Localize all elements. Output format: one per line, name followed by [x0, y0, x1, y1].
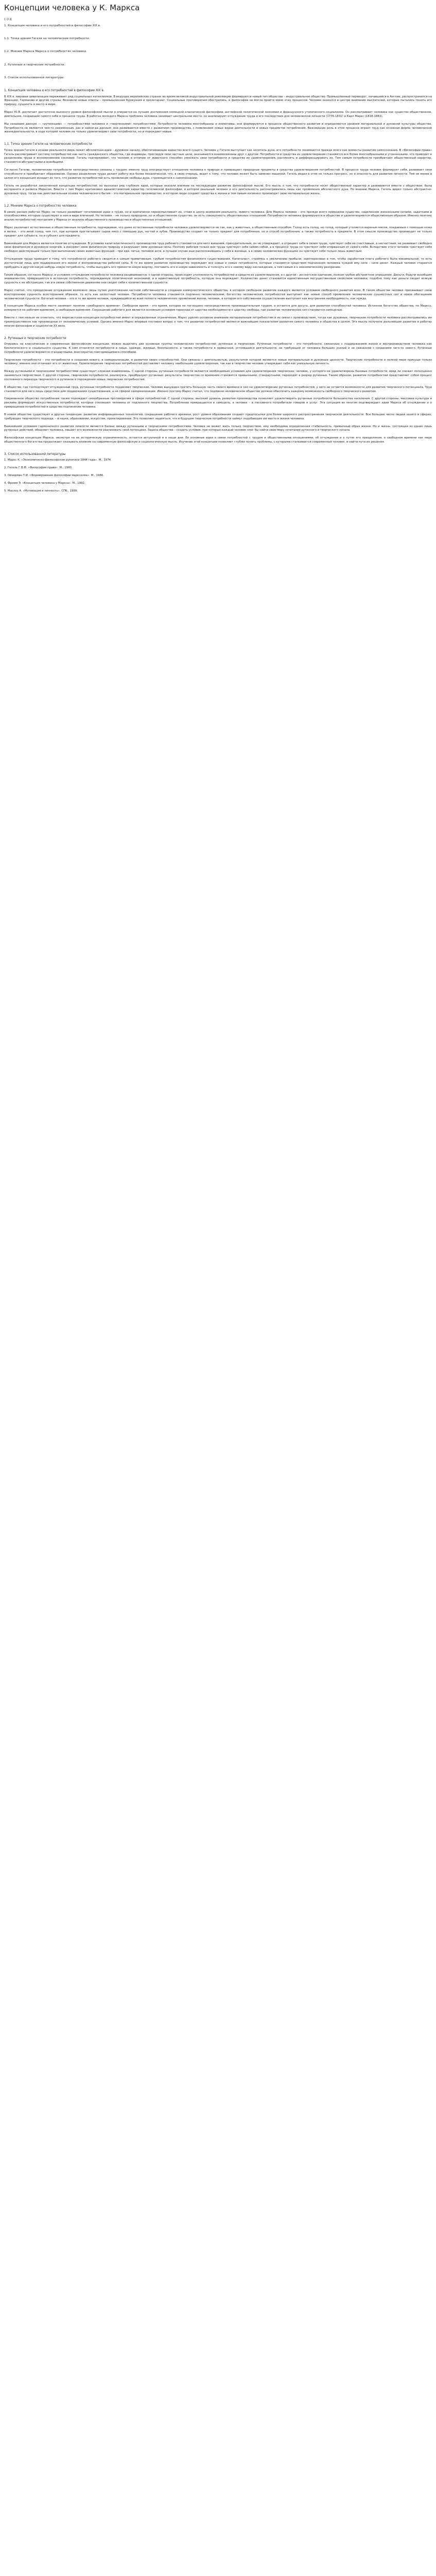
paragraph: Важнейшим для Маркса является понятие отчуждения. В условиях капиталистического производства труд рабочего становится для него внешним, принудительным, он не утверждает, а отрицает себя в своем труде, чувствует себя не счастливым, а несчастным, не развивает свободно свою физическую и духовную энергию, а изнуряет свою физическую природу и разрушает свои духовные силы. Поэтому рабочий только вне труда чувствует себя самим собой, а в процессе труда он чувствует себя оторванным от самого себя. Вследствие этого человек чувствует себя свободно действующим только при выполнении своих животных функций – при еде, питье, половом акте, в лучшем случае еще расположившись у себя в жилище, а в своих человеческих функциях он чувствует себя только лишь животным. — [4, 242, 432, 253]
document-section — [4, 337, 432, 445]
paragraph: Современное общество потребления также порождает своеобразные противоречия в сфере потребностей. С одной стороны, высокий уровень развития производства позволяет удовлетворить рутинные потребности большинства населения. С другой стороны, массовая культура и реклама формируют искусственные потребности, которые отвлекают человека от подлинного творчества. Потребление превращается в самоцель, а человек – в пассивного потребителя товаров и услуг. Эта ситуация во многом подтверждает идеи Маркса об отчуждении и о превращении потребностей в средство подчинения человека. — [4, 397, 432, 409]
toc-heading: С О Д — [4, 18, 12, 21]
document-title: Концепции человека у К. Маркса — [4, 3, 140, 12]
section-heading: 2. Рутинные и творческие потребности — [4, 336, 66, 340]
paragraph: Точка зрения Гегеля в основе реальности мира лежит абсолютная идея – духовное начало, обеспечивающее единство всего сущего. Человек у Гегеля выступает как носитель духа, его потребности понимаются прежде всего как моменты развития самосознания. В «Философии права» Гегель рассматривает систему потребностей как часть гражданского общества, где индивиды, преследуя свои частные цели, оказываются взаимосвязаны друг с другом. Потребности и средства их удовлетворения становятся все более многообразными и утонченными, что приводит к разделению труда и возникновению сословий. Гегель подчеркивает, что человек в отличие от животного способен умножать свои потребности и средства их удовлетворения, расчленять и дифференцировать их. Тем самым потребности приобретают общественный характер, становятся абстрактными и всеобщими. — [4, 148, 432, 164]
paragraph: В своих ранних работах Маркс не только развивает гегелевские идеи о труде, но и критически переосмысливает их, ставя в центр внимания реального, живого человека. Для Маркса человек – это прежде всего природное существо, наделенное жизненными силами, задатками и способностями, которые существуют в нем в виде влечений. Но человек – не только природное, но и общественное существо, он есть совокупность общественных отношений. Потребности человека формируются в обществе и удовлетворяются общественным образом. Именно поэтому анализ потребностей неотделим у Маркса от анализа общественного производства и общественных отношений. — [4, 210, 432, 222]
paragraph: Маркс Ю.В. достигает достаточно высокого уровня философской мысли и опирается на лучшие достижения немецкой классической философии, английской политической экономии и французского утопического социализма. Он рассматривает человека как существо общественное, деятельное, создающее самого себя в процессе труда. В работах молодого Маркса проблема человека занимает центральное место; он анализирует отчуждение труда и его последствия для человеческой личности (1776-1831) и Карл Маркс (1818-1883). — [4, 111, 432, 118]
toc-item[interactable]: 1.2. Мнение Маркса Маркса о потребностях человека. — [4, 50, 87, 54]
paragraph: В новом обществе существует и другая тенденция: развитие информационных технологий, сокращение рабочего времени, рост уровня образования создают предпосылки для более широкого распространения творческой деятельности. Все большее число людей занято в сферах, требующих творческого подхода, – в науке, образовании, искусстве, проектировании. Это позволяет надеяться, что в будущем творческие потребности займут подобающее им место в жизни человека. — [4, 413, 432, 420]
document-section — [4, 205, 432, 329]
toc-item[interactable]: 2. Рутинные и творческие потребности. — [4, 63, 65, 66]
paragraph: Опираясь на классические и современные философские концепции, можно выделить две основные группы человеческих потребностей: рутинные и творческие. Рутинные потребности – это потребности, связанные с поддержанием жизни и воспроизводством человека как биологического и социального существа. К ним относятся потребности в пище, одежде, жилище, безопасности, а также потребности в привычной, устоявшейся деятельности, не требующей от человека больших усилий и не связанной с созданием чего-то нового. Рутинные потребности удовлетворяются стандартными, многократно повторяющимися способами. — [4, 343, 432, 354]
paragraph: 4. Фромм Э. «Концепция человека у Маркса». М., 1992. — [4, 481, 85, 485]
toc-item[interactable]: 1. Концепция человека и его потребностей в философии XIX в. — [4, 24, 101, 27]
paragraph: Вместе с тем нельзя не отметить, что марксистская концепция потребностей имеет и определенные ограничения. Маркс уделял основное внимание материальным потребностям и их связи с производством, тогда как духовные, творческие потребности человека рассматривались им преимущественно как производные от экономических условий. Однако именно Маркс впервые поставил вопрос о том, что развитие потребностей является важнейшим показателем развития самого человека и общества в целом. Эта мысль получила дальнейшее развитие в работах многих философов и социологов XX века. — [4, 316, 432, 328]
section-heading: 3. Список использованной литературы — [4, 452, 66, 456]
document-section — [4, 143, 432, 196]
document-section — [4, 453, 432, 494]
paragraph: Мы называем данную — «рутинными» — потребностями человека и «творческими» потребностями. Потребности человека многообразны и изменчивы; они формируются в процессе общественного развития и определяются уровнем материальной и духовной культуры общества. Потребности не являются чем-то неизменным, раз и навсегда данным: они развиваются вместе с развитием производства, с появлением новых видов деятельности и новых предметов потребления. Важнейшую роль в этом процессе играет труд как основная форма человеческой жизнедеятельности, в ходе которой человек не только удовлетворяет свои потребности, но и порождает новые. — [4, 122, 432, 134]
paragraph: В обществе, где господствует отчужденный труд, рутинные потребности подавляют творческие. Человек вынужден тратить большую часть своего времени и сил на удовлетворение рутинных потребностей, у него не остается возможности для развития творческого потенциала. Труд становится для него лишь средством для поддержания существования, а не сферой самореализации. Именно поэтому Маркс считал, что подлинно человеческое общество должно обеспечить каждому возможность свободного творческого развития. — [4, 385, 432, 393]
document-section — [4, 89, 432, 134]
paragraph: 2. Гегель Г.В.Ф. «Философия права». М., 1990. — [4, 466, 73, 470]
paragraph: 5. Маслоу А. «Мотивация и личность». СПб., 1999. — [4, 489, 78, 493]
document-page — [0, 0, 436, 507]
paragraph: 1. Маркс К. «Экономическо-философские рукописи 1844 года». М., 1974. — [4, 459, 112, 462]
paragraph: Маркс различает естественные и общественные потребности, подчеркивая, что даже естественные потребности человека удовлетворяются не так, как у животных, а общественным способом. Голод есть голод, но голод, который утоляется вареным мясом, поедаемым с помощью ножа и вилки, – это иной голод, чем тот, при котором проглатывают сырое мясо с помощью рук, ногтей и зубов. Производство создает не только предмет для потребления, но и способ потребления, а также потребность в предмете. В этом смысле производство производит не только предмет для субъекта, но и субъект для предмета. — [4, 226, 432, 238]
document-body — [4, 89, 432, 493]
paragraph: В XIX в. мировая цивилизация переживает ряд социальных катаклизмов. В ведущих европейских странах во время великой индустриальной революции формируется новый тип общества – индустриальное общество. Промышленный переворот, начавшийся в Англии, распространился на Францию, Германию и другие страны. Возникли новые классы – промышленная буржуазия и пролетариат. Социальные противоречия обострились, и философия не могла пройти мимо этих процессов. Человек оказался в центре внимания мыслителей, которые пытались понять его природу, сущность и место в мире. — [4, 95, 432, 107]
section-heading: 1.2. Мнение Маркса о потребностях человека — [4, 205, 77, 208]
paragraph: Гегель не разработал законченной концепции потребностей, но высказал ряд глубоких идей, которые оказали влияние на последующее развитие философской мысли. Его мысль о том, что потребности носят общественный характер и развиваются вместе с обществом, была воспринята и развита Марксом. Вместе с тем Маркс критиковал идеалистический характер гегелевской философии, в которой реальный человек и его деятельность рассматривались лишь как проявления абсолютного духа. По мнению Маркса, Гегель видел только абстрактно-духовный труд, тогда как действительная основа человеческого бытия – это материальное производство, в котором люди создают средства к жизни и тем самым косвенно производят свою материальную жизнь. — [4, 184, 432, 196]
paragraph: Согласно Гегелю, человеческие потребности непосредственно связаны с трудом: именно труд опосредствует отношение человека к природе и превращает природные предметы в средства удовлетворения потребностей. В процессе труда человек формирует себя, развивает свои способности и приобретает образование. Однако разделение труда делает работу все более механической, что, в свою очередь, ведет к тому, что человек может быть заменен машиной. Гегель видел в этом не только прогресс, но и опасность для развития личности. Тем не менее в целом его концепция исходит из того, что развитие потребностей есть проявление свободы духа, стремящегося к самопознанию. — [4, 168, 432, 180]
paragraph: 3. Ойзерман Т.И. «Формирование философии марксизма». М., 1986. — [4, 474, 104, 478]
paragraph: Философская концепция Маркса, несмотря на ее историческую ограниченность, остается актуальной и в наши дни. Ее основные идеи о связи потребностей с трудом и общественными отношениями, об отчуждении и о путях его преодоления, о свободном времени как мере общественного богатства продолжают оказывать влияние на современную философскую и социологическую мысль. Изучение этой концепции позволяет глубже понять проблемы, с которыми сталкивается современный человек, и найти пути их решения. — [4, 436, 432, 444]
table-of-contents — [4, 24, 432, 80]
section-heading: 1. Концепция человека и его потребностей в философии XIX в. — [4, 89, 104, 93]
section-heading: 1.1. Точка зрения Гегеля на человеческие потребности — [4, 143, 92, 146]
toc-item[interactable]: 1.1. Точка зрения Гегеля на человеческие потребности. — [4, 37, 90, 41]
toc-item[interactable]: 3. Список использованной литературы. — [4, 76, 65, 79]
paragraph: Важнейшим условием гармоничного развития личности является баланс между рутинными и творческими потребностями. Человек не может жить только творчеством, ему необходима определенная стабильность, привычный образ жизни. Но и жизнь, состоящая из одних лишь рутинных действий, обедняет человека, лишает его возможности реализовать свой потенциал. Задача общества – создать условия, при которых каждый человек смог бы найти свою меру сочетания рутинного и творческого начала. — [4, 425, 432, 432]
paragraph: Между рутинными и творческими потребностями существует сложная взаимосвязь. С одной стороны, рутинные потребности являются необходимым условием для удовлетворения творческих: человек, у которого не удовлетворены базовые потребности, вряд ли сможет полноценно заниматься творчеством. С другой стороны, творческие потребности, реализуясь, преобразуют рутинные: результаты творчества со временем становятся привычными, стандартными, переходят в разряд рутинных. Таким образом, развитие потребностей представляет собой процесс постоянного перехода творческого в рутинное и порождения новых творческих потребностей. — [4, 370, 432, 381]
paragraph: Таким образом, согласно Марксу, в условиях отчуждения потребности человека раздваиваются: с одной стороны, происходит утонченность потребностей и средств их удовлетворения, а с другой – их скотское одичание, полное грубое абстрактное упрощение. Деньги, будучи всеобщим эквивалентом, превращаются в истинную потребность, порождаемую политической экономией, и в единственную потребность, которую она порождает. Количество денег становится единственным могущественным свойством человека; подобно тому как деньги сводят всякую сущность к ее абстракции, так и в своем собственном движении они сводят себя к количественной сущности. — [4, 273, 432, 285]
paragraph: В концепции Маркса особое место занимает понятие «свободного времени». Свободное время – это время, которое не поглощено непосредственно производительным трудом, а остается для досуга, для развития способностей человека. Истинное богатство общества, по Марксу, измеряется не рабочим временем, а свободным временем. Сокращение рабочего дня является основным условием перехода от царства необходимости к царству свободы, где развитие человеческих сил становится самоцелью. — [4, 304, 432, 312]
paragraph: Отчуждение труда приводит к тому, что потребности рабочего сводятся к самым примитивным, грубым потребностям физического существования. Капиталист, стремясь к увеличению прибыли, заинтересован в том, чтобы заработная плата рабочего была минимальной, то есть достаточной лишь для поддержания его жизни и воспроизводства рабочей силы. В то же время развитие производства порождает все новые и новые потребности, которые становятся средством подчинения человека чуждой ему силе – силе денег. Каждый человек старается пробудить в другом какую-нибудь новую потребность, чтобы вынудить его принести новую жертву, поставить его в новую зависимость и толкнуть его к новому виду наслаждения, а тем самым и к экономическому разорению. — [4, 258, 432, 269]
paragraph: Маркс считал, что преодоление отчуждения возможно лишь путем уничтожения частной собственности и создания коммунистического общества, в котором свободное развитие каждого является условием свободного развития всех. В таком обществе человек присваивает свою всестороннюю сущность всесторонним образом, то есть как целостный человек. Потребности человека становятся подлинно человеческими, богатство человеческих потребностей выступает как новый способ проявления человеческих сущностных сил и новое обогащение человеческой сущности. Богатый человек – это в то же время человек, нуждающийся во всей полноте человеческих проявлений жизни, человек, в котором его собственное осуществление выступает как внутренняя необходимость, как нужда. — [4, 289, 432, 300]
paragraph: Творческие потребности – это потребности в создании нового, в самореализации, в развитии своих способностей. Они связаны с деятельностью, результатом которой являются новые материальные и духовные ценности. Творческие потребности в полной мере присущи только человеку; именно они отличают его от животных. Удовлетворение творческих потребностей доставляет человеку наибольшее удовлетворение, так как в творчестве человек утверждает себя как уникальную личность. — [4, 358, 432, 366]
